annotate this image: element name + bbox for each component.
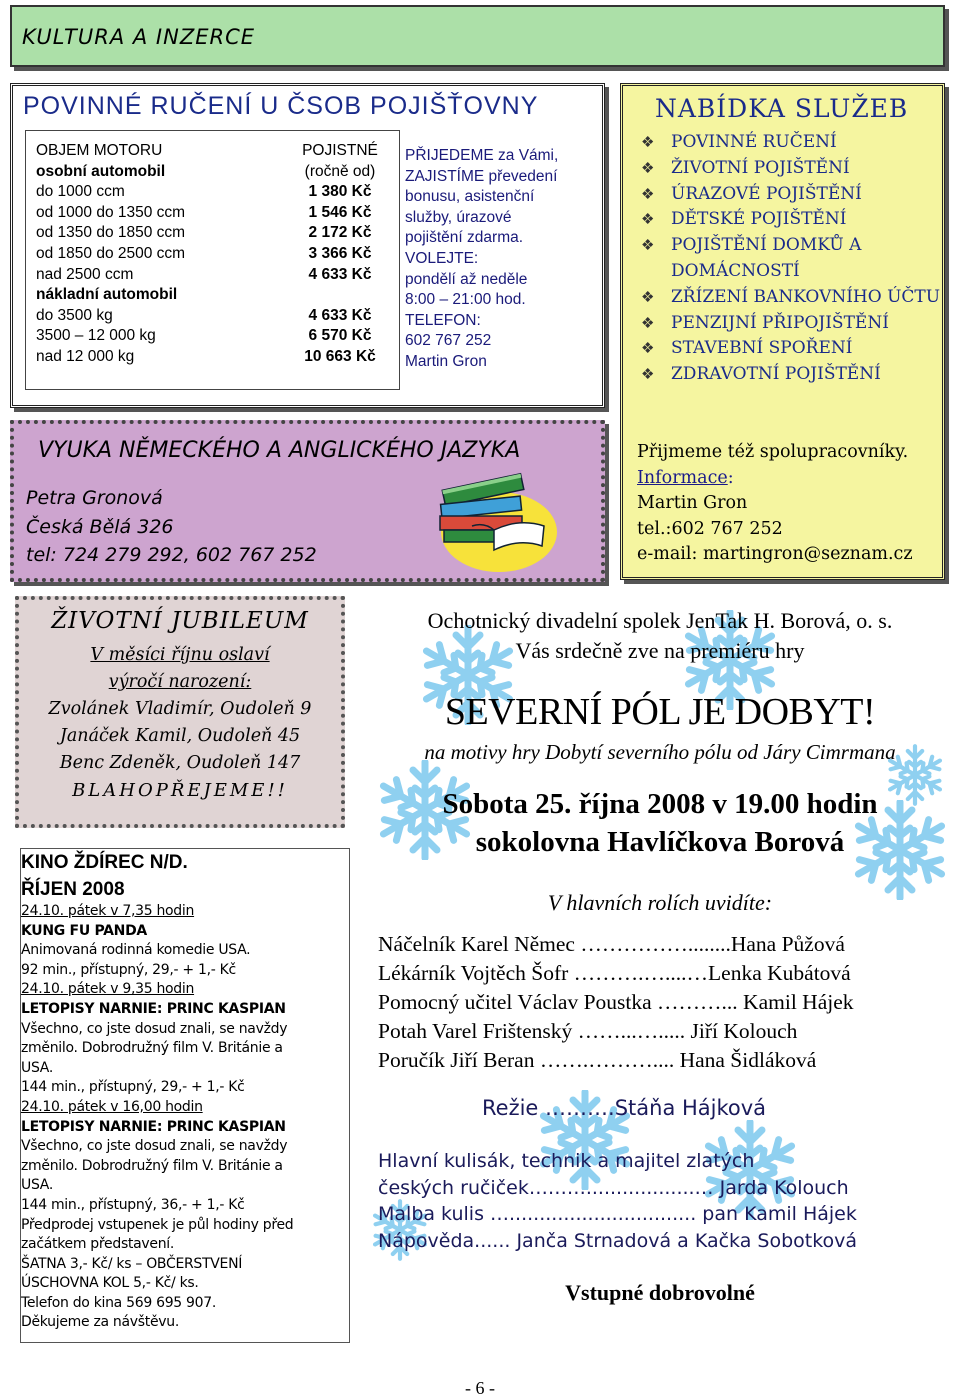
cinema-line: USA. — [21, 1059, 53, 1076]
col-premium-header: POJISTNÉ — [302, 142, 378, 159]
diamond-bullet-icon: ❖ — [641, 365, 655, 384]
roles-heading: V hlavních rolích uvidíte: — [547, 890, 773, 915]
lessons-phone: tel: 724 279 292, 602 767 252 — [26, 544, 317, 566]
service-label: STAVEBNÍ SPOŘENÍ — [671, 338, 853, 359]
cast-item: Pomocný učitel Václav Poustka ………... Kamil Hájek — [378, 990, 854, 1014]
cinema-line: Děkujeme za návštěvu. — [21, 1314, 179, 1331]
cinema-line: ÚSCHOVNA KOL 5,- Kč/ ks. — [21, 1275, 199, 1292]
info-line: VOLEJTE: — [405, 249, 479, 267]
info-line: 602 767 252 — [405, 332, 492, 350]
cinema-line: Telefon do kina 569 695 907. — [21, 1294, 217, 1311]
cast-item: Potah Varel Frištenský ……...…..... Jiří Kolouch — [378, 1019, 798, 1043]
service-label: ÚRAZOVÉ POJIŠTĚNÍ — [671, 183, 862, 204]
language-lessons-ad — [10, 420, 605, 582]
rate-value: 1 380 Kč — [308, 183, 372, 201]
rate-row — [36, 182, 386, 203]
rate-row — [36, 223, 386, 244]
play-title: SEVERNÍ PÓL JE DOBYT! — [444, 691, 876, 733]
rate-label: nad 12 000 kg — [36, 347, 135, 365]
diamond-bullet-icon: ❖ — [641, 210, 655, 229]
info-line: TELEFON: — [405, 311, 481, 329]
cinema-line: 24.10. pátek v 16,00 hodin — [21, 1098, 203, 1115]
cinema-month: ŘÍJEN 2008 — [21, 879, 125, 900]
page-number: - 6 - — [465, 1378, 495, 1398]
admission-text: Vstupné dobrovolné — [565, 1280, 755, 1305]
service-label: DĚTSKÉ POJIŠTĚNÍ — [671, 209, 847, 230]
rates-list — [36, 141, 386, 368]
info-line: pojištění zdarma. — [405, 229, 524, 247]
service-item — [641, 233, 942, 285]
rate-value: 10 663 Kč — [304, 347, 376, 365]
service-item — [641, 182, 942, 208]
recruit-text: Přijmeme též spolupracovníky. — [637, 442, 909, 462]
info-line: ZAJISTÍME převedení — [405, 167, 558, 185]
cinema-line: LETOPISY NARNIE: PRINC KASPIAN — [21, 1000, 286, 1017]
crew-item: Hlavní kulisák, technik a majitel zlatých — [378, 1150, 755, 1172]
cinema-heading — [21, 849, 188, 903]
cinema-line: Předprodej vstupenek je půl hodiny před — [21, 1216, 294, 1233]
contact-email: e-mail: martingron@seznam.cz — [637, 544, 913, 564]
play-subtitle: na motivy hry Dobytí severního pólu od Járy Cimrmana — [424, 740, 896, 764]
service-label: ŽIVOTNÍ POJIŠTĚNÍ — [671, 157, 850, 178]
rate-row — [36, 203, 386, 224]
service-label: PENZIJNÍ PŘIPOJIŠTĚNÍ — [671, 312, 889, 333]
play-date: Sobota 25. října 2008 v 19.00 hodin — [442, 788, 878, 820]
cinema-line: začátkem představení. — [21, 1236, 175, 1253]
diamond-bullet-icon: ❖ — [641, 287, 655, 306]
service-item — [641, 130, 942, 156]
rate-value: 6 570 Kč — [308, 327, 372, 345]
diamond-bullet-icon: ❖ — [641, 339, 655, 358]
lessons-title: VYUKA NĚMECKÉHO A ANGLICKÉHO JAZYKA — [38, 438, 521, 463]
premium-period: (ročně od) — [304, 162, 376, 180]
service-item — [641, 207, 942, 233]
section-header — [10, 5, 945, 67]
diamond-bullet-icon: ❖ — [641, 158, 655, 177]
rate-value — [294, 285, 386, 306]
cinema-line: Animovaná rodinná komedie USA. — [21, 942, 251, 959]
rate-value: 1 546 Kč — [308, 203, 372, 221]
cast-item: Lékárník Vojtěch Šofr ……….…....…Lenka Kubátová — [378, 961, 851, 985]
cinema-line: změnilo. Dobrodružný film V. Británie a — [21, 1157, 283, 1174]
contact-tel: tel.:602 767 252 — [637, 518, 783, 539]
lessons-contact — [26, 484, 317, 570]
contact-name: Martin Gron — [637, 493, 748, 513]
cinema-name: KINO ŽDÍREC N/D. — [21, 852, 188, 873]
cinema-line: změnilo. Dobrodružný film V. Británie a — [21, 1040, 283, 1057]
diamond-bullet-icon: ❖ — [641, 313, 655, 332]
rate-row — [36, 285, 386, 306]
rate-row — [36, 326, 386, 347]
crew-item: Nápověda...... Janča Strnadová a Kačka Sobotková — [378, 1229, 858, 1252]
cinema-schedule — [21, 902, 331, 1333]
rate-label: od 1000 do 1350 ccm — [36, 203, 186, 221]
crew-list — [378, 1148, 857, 1254]
info-line: 8:00 – 21:00 hod. — [405, 291, 526, 309]
service-label: ZDRAVOTNÍ POJIŠTĚNÍ — [671, 364, 881, 385]
info-line: služby, úrazové — [405, 208, 512, 226]
rate-value: 3 366 Kč — [308, 244, 372, 262]
books-icon — [424, 464, 574, 574]
info-link[interactable]: Informace — [637, 467, 728, 488]
service-item — [641, 156, 942, 182]
crew-item: českých ručiček………..................… Jarda Kolouch — [378, 1176, 849, 1199]
rate-label: 3500 – 12 000 kg — [36, 327, 156, 345]
jubilee-name: Janáček Kamil, Oudoleň 45 — [59, 726, 301, 746]
info-line: bonusu, asistenční — [405, 188, 535, 206]
rate-label: osobní automobil — [36, 162, 166, 180]
director-line: Režie ……….Stáňa Hájková — [482, 1096, 767, 1120]
rates-subheader — [36, 162, 386, 183]
theatre-company: Ochotnický divadelní spolek JenTak H. Borová, o. s. — [427, 608, 893, 633]
cinema-line: 92 min., přístupný, 29,- + 1,- Kč — [21, 961, 236, 978]
theatre-invite: Vás srdečně zve na premiéru hry — [515, 638, 805, 663]
info-line: Martin Gron — [405, 352, 487, 370]
diamond-bullet-icon: ❖ — [641, 133, 655, 151]
jubilee-line1: V měsíci říjnu oslaví — [90, 645, 270, 665]
rate-row — [36, 306, 386, 327]
rate-label: nad 2500 ccm — [36, 265, 134, 283]
rate-value: 4 633 Kč — [308, 265, 372, 283]
rates-header — [36, 141, 386, 162]
info-colon: : — [727, 467, 734, 488]
cinema-line: 24.10. pátek v 9,35 hodin — [21, 981, 195, 998]
service-item — [641, 362, 942, 388]
service-item — [641, 336, 942, 362]
cinema-line: USA. — [21, 1177, 53, 1194]
cinema-program — [20, 848, 350, 1343]
rate-value: 2 172 Kč — [308, 224, 372, 242]
rate-label: nákladní automobil — [36, 286, 178, 304]
rate-row — [36, 347, 386, 368]
insurance-info — [405, 146, 558, 373]
jubilee-name: Zvolánek Vladimír, Oudoleň 9 — [48, 699, 312, 719]
cinema-line: 144 min., přístupný, 36,- + 1,- Kč — [21, 1196, 245, 1213]
cinema-line: Všechno, co jste dosud znali, se navždy — [21, 1020, 288, 1037]
insurance-title: POVINNÉ RUČENÍ U ČSOB POJIŠŤOVNY — [23, 92, 539, 120]
congrats-text: BLAHOPŘEJEME!! — [72, 780, 288, 801]
service-label: POVINNÉ RUČENÍ — [671, 132, 837, 152]
cast-item: Náčelník Karel Němec ……………........Hana Půžová — [378, 932, 845, 956]
jubilee-title: ŽIVOTNÍ JUBILEUM — [51, 608, 309, 634]
cinema-line: ŠATNA 3,- Kč/ ks – OBČERSTVENÍ — [21, 1255, 243, 1272]
jubilee-name: Benc Zdeněk, Oudoleň 147 — [59, 753, 301, 773]
rate-label: od 1350 do 1850 ccm — [36, 224, 186, 242]
jubilee-line2: výročí narození: — [108, 672, 252, 692]
lessons-name: Petra Gronová — [26, 487, 163, 509]
col-engine-header: OBJEM MOTORU — [36, 142, 163, 159]
info-line: PŘIJEDEME za Vámi, — [405, 147, 559, 164]
service-label: ZŘÍZENÍ BANKOVNÍHO ÚČTU — [671, 286, 941, 307]
services-offer — [620, 83, 945, 580]
cinema-line: KUNG FU PANDA — [21, 922, 147, 939]
services-title: NABÍDKA SLUŽEB — [655, 94, 909, 123]
insurance-ad — [10, 83, 605, 408]
play-venue: sokolovna Havlíčkova Borová — [475, 826, 845, 858]
services-list — [641, 130, 942, 388]
service-item — [641, 311, 942, 337]
diamond-bullet-icon: ❖ — [641, 184, 655, 203]
jubilee-box — [15, 596, 345, 828]
jubilee-text — [19, 642, 341, 804]
cinema-line: LETOPISY NARNIE: PRINC KASPIAN — [21, 1118, 286, 1135]
service-label: POJIŠTĚNÍ DOMKŮ A DOMÁCNOSTÍ — [671, 235, 862, 281]
info-line: pondělí až neděle — [405, 270, 528, 288]
rate-label: do 1000 ccm — [36, 183, 125, 201]
rates-table — [25, 130, 400, 390]
rate-row — [36, 244, 386, 265]
diamond-bullet-icon: ❖ — [641, 236, 655, 255]
service-item — [641, 285, 942, 311]
lessons-address: Česká Bělá 326 — [26, 515, 174, 538]
rate-row — [36, 265, 386, 286]
cast-item: Poručík Jiří Beran …….……….... Hana Šidláková — [378, 1048, 817, 1072]
rate-value: 4 633 Kč — [308, 306, 372, 324]
cinema-line: 144 min., přístupný, 29,- + 1,- Kč — [21, 1079, 245, 1096]
rate-label: od 1850 do 2500 ccm — [36, 244, 186, 262]
services-contact — [637, 440, 913, 568]
cast-list — [378, 930, 854, 1075]
section-title: KULTURA A INZERCE — [22, 25, 255, 49]
cinema-line: Všechno, co jste dosud znali, se navždy — [21, 1138, 288, 1155]
rate-label: do 3500 kg — [36, 306, 113, 324]
cinema-line: 24.10. pátek v 7,35 hodin — [21, 903, 195, 919]
crew-item: Malba kulis …............................... pan Kamil Hájek — [378, 1203, 857, 1225]
